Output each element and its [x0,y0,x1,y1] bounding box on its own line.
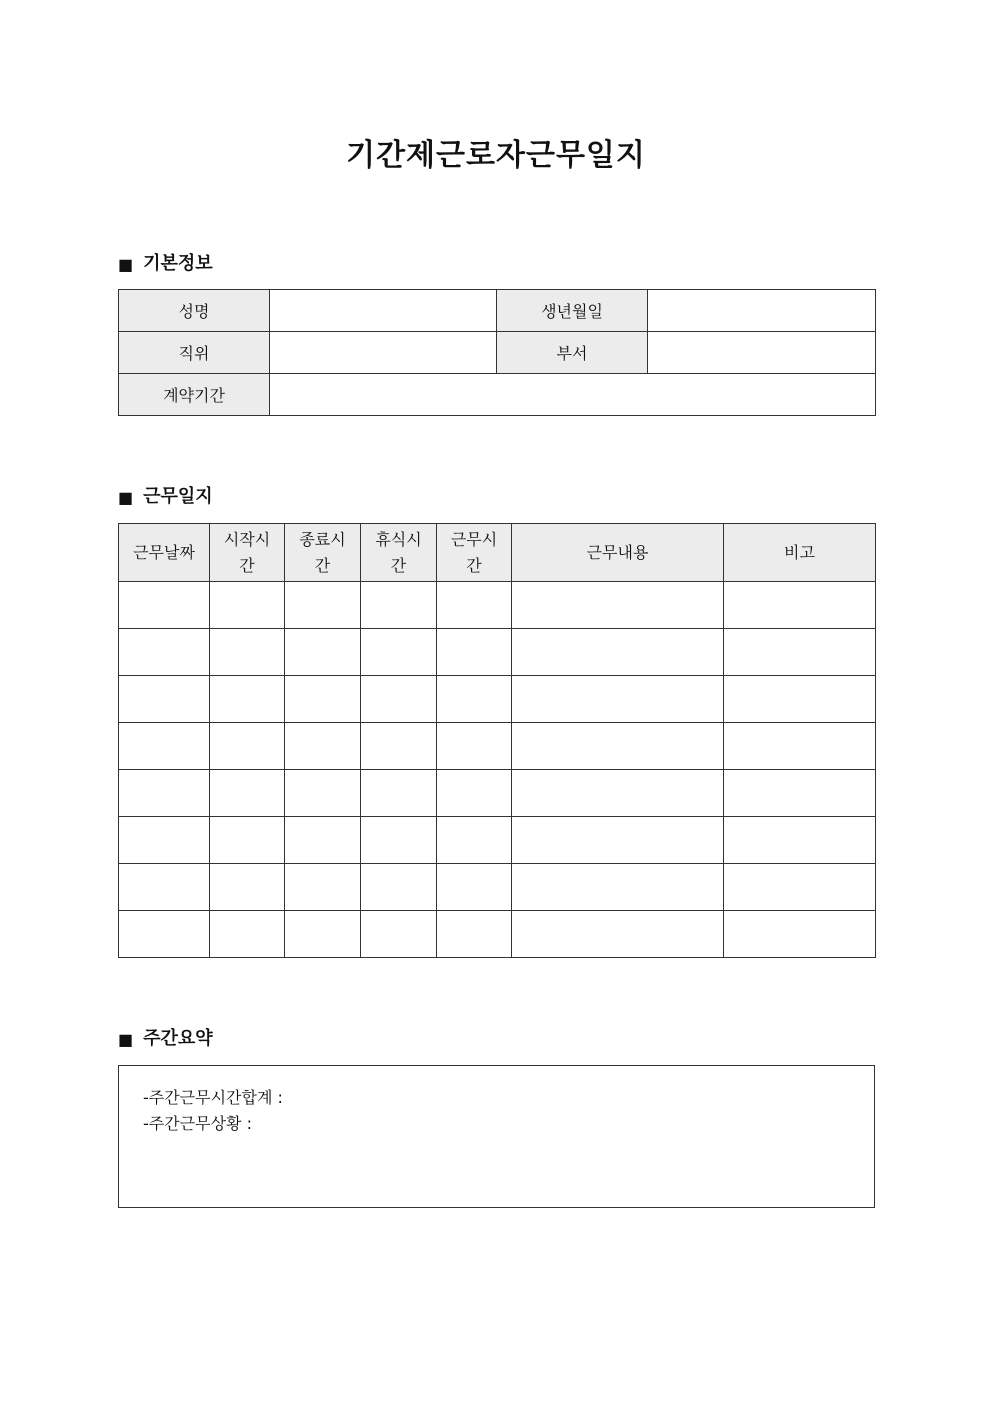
work-date-cell[interactable] [119,770,210,817]
remarks-cell[interactable] [724,770,876,817]
birth-date-field[interactable] [648,290,876,332]
end-time-cell[interactable] [285,582,361,629]
table-row [119,770,876,817]
remarks-cell[interactable] [724,864,876,911]
birth-date-label: 생년월일 [497,290,648,332]
table-row [119,676,876,723]
work-date-cell[interactable] [119,911,210,958]
contract-period-label: 계약기간 [119,374,270,416]
remarks-cell[interactable] [724,629,876,676]
work-hours-cell[interactable] [437,582,512,629]
work-content-cell[interactable] [512,723,724,770]
weekly-status-line: -주간근무상황 : [143,1114,252,1133]
table-row [119,723,876,770]
table-row [119,817,876,864]
table-row [119,629,876,676]
start-time-cell[interactable] [210,676,285,723]
document-title: 기간제근로자근무일지 [346,138,646,173]
table-row [119,582,876,629]
work-date-cell[interactable] [119,864,210,911]
break-time-cell[interactable] [361,723,437,770]
section-heading-basic-info [118,252,213,276]
end-time-cell[interactable] [285,723,361,770]
square-bullet-icon: ■ [118,1030,134,1049]
table-row [119,864,876,911]
end-time-cell[interactable] [285,817,361,864]
square-bullet-icon: ■ [118,488,134,507]
square-bullet-icon: ■ [118,255,134,274]
break-time-cell[interactable] [361,864,437,911]
remarks-cell[interactable] [724,676,876,723]
work-hours-cell[interactable] [437,770,512,817]
column-header-work-content: 근무내용 [512,524,724,582]
break-time-cell[interactable] [361,911,437,958]
weekly-summary-box[interactable] [118,1065,875,1208]
table-row [119,332,876,374]
remarks-cell[interactable] [724,582,876,629]
work-date-cell[interactable] [119,676,210,723]
section-heading-work-log [118,485,213,509]
column-header-end-time: 종료시간 [285,524,361,582]
work-content-cell[interactable] [512,911,724,958]
column-header-break-time: 휴식시간 [361,524,437,582]
start-time-cell[interactable] [210,770,285,817]
break-time-cell[interactable] [361,817,437,864]
position-field[interactable] [270,332,497,374]
work-hours-cell[interactable] [437,723,512,770]
work-date-cell[interactable] [119,723,210,770]
table-row [119,911,876,958]
break-time-cell[interactable] [361,582,437,629]
work-content-cell[interactable] [512,817,724,864]
section-title: 기본정보 [143,253,213,274]
remarks-cell[interactable] [724,817,876,864]
table-header-row [119,524,876,582]
work-content-cell[interactable] [512,770,724,817]
work-hours-cell[interactable] [437,817,512,864]
remarks-cell[interactable] [724,911,876,958]
column-header-work-date: 근무날짜 [119,524,210,582]
work-content-cell[interactable] [512,629,724,676]
contract-period-field[interactable] [270,374,876,416]
work-date-cell[interactable] [119,582,210,629]
work-hours-cell[interactable] [437,629,512,676]
break-time-cell[interactable] [361,629,437,676]
column-header-start-time: 시작시간 [210,524,285,582]
section-title: 주간요약 [143,1028,213,1049]
department-label: 부서 [497,332,648,374]
break-time-cell[interactable] [361,770,437,817]
basic-info-table [118,289,876,416]
end-time-cell[interactable] [285,864,361,911]
department-field[interactable] [648,332,876,374]
weekly-total-hours-line: -주간근무시간합계 : [143,1088,283,1107]
name-field[interactable] [270,290,497,332]
end-time-cell[interactable] [285,911,361,958]
work-hours-cell[interactable] [437,911,512,958]
start-time-cell[interactable] [210,629,285,676]
work-date-cell[interactable] [119,817,210,864]
work-date-cell[interactable] [119,629,210,676]
remarks-cell[interactable] [724,723,876,770]
start-time-cell[interactable] [210,723,285,770]
end-time-cell[interactable] [285,676,361,723]
column-header-work-hours: 근무시간 [437,524,512,582]
work-content-cell[interactable] [512,676,724,723]
break-time-cell[interactable] [361,676,437,723]
work-log-body [119,582,876,958]
section-title: 근무일지 [143,486,213,507]
work-hours-cell[interactable] [437,676,512,723]
section-heading-weekly-summary [118,1027,213,1051]
work-log-table [118,523,876,958]
end-time-cell[interactable] [285,629,361,676]
start-time-cell[interactable] [210,911,285,958]
table-row [119,290,876,332]
work-content-cell[interactable] [512,582,724,629]
start-time-cell[interactable] [210,817,285,864]
start-time-cell[interactable] [210,582,285,629]
start-time-cell[interactable] [210,864,285,911]
end-time-cell[interactable] [285,770,361,817]
column-header-remarks: 비고 [724,524,876,582]
work-content-cell[interactable] [512,864,724,911]
table-row [119,374,876,416]
work-hours-cell[interactable] [437,864,512,911]
name-label: 성명 [119,290,270,332]
position-label: 직위 [119,332,270,374]
